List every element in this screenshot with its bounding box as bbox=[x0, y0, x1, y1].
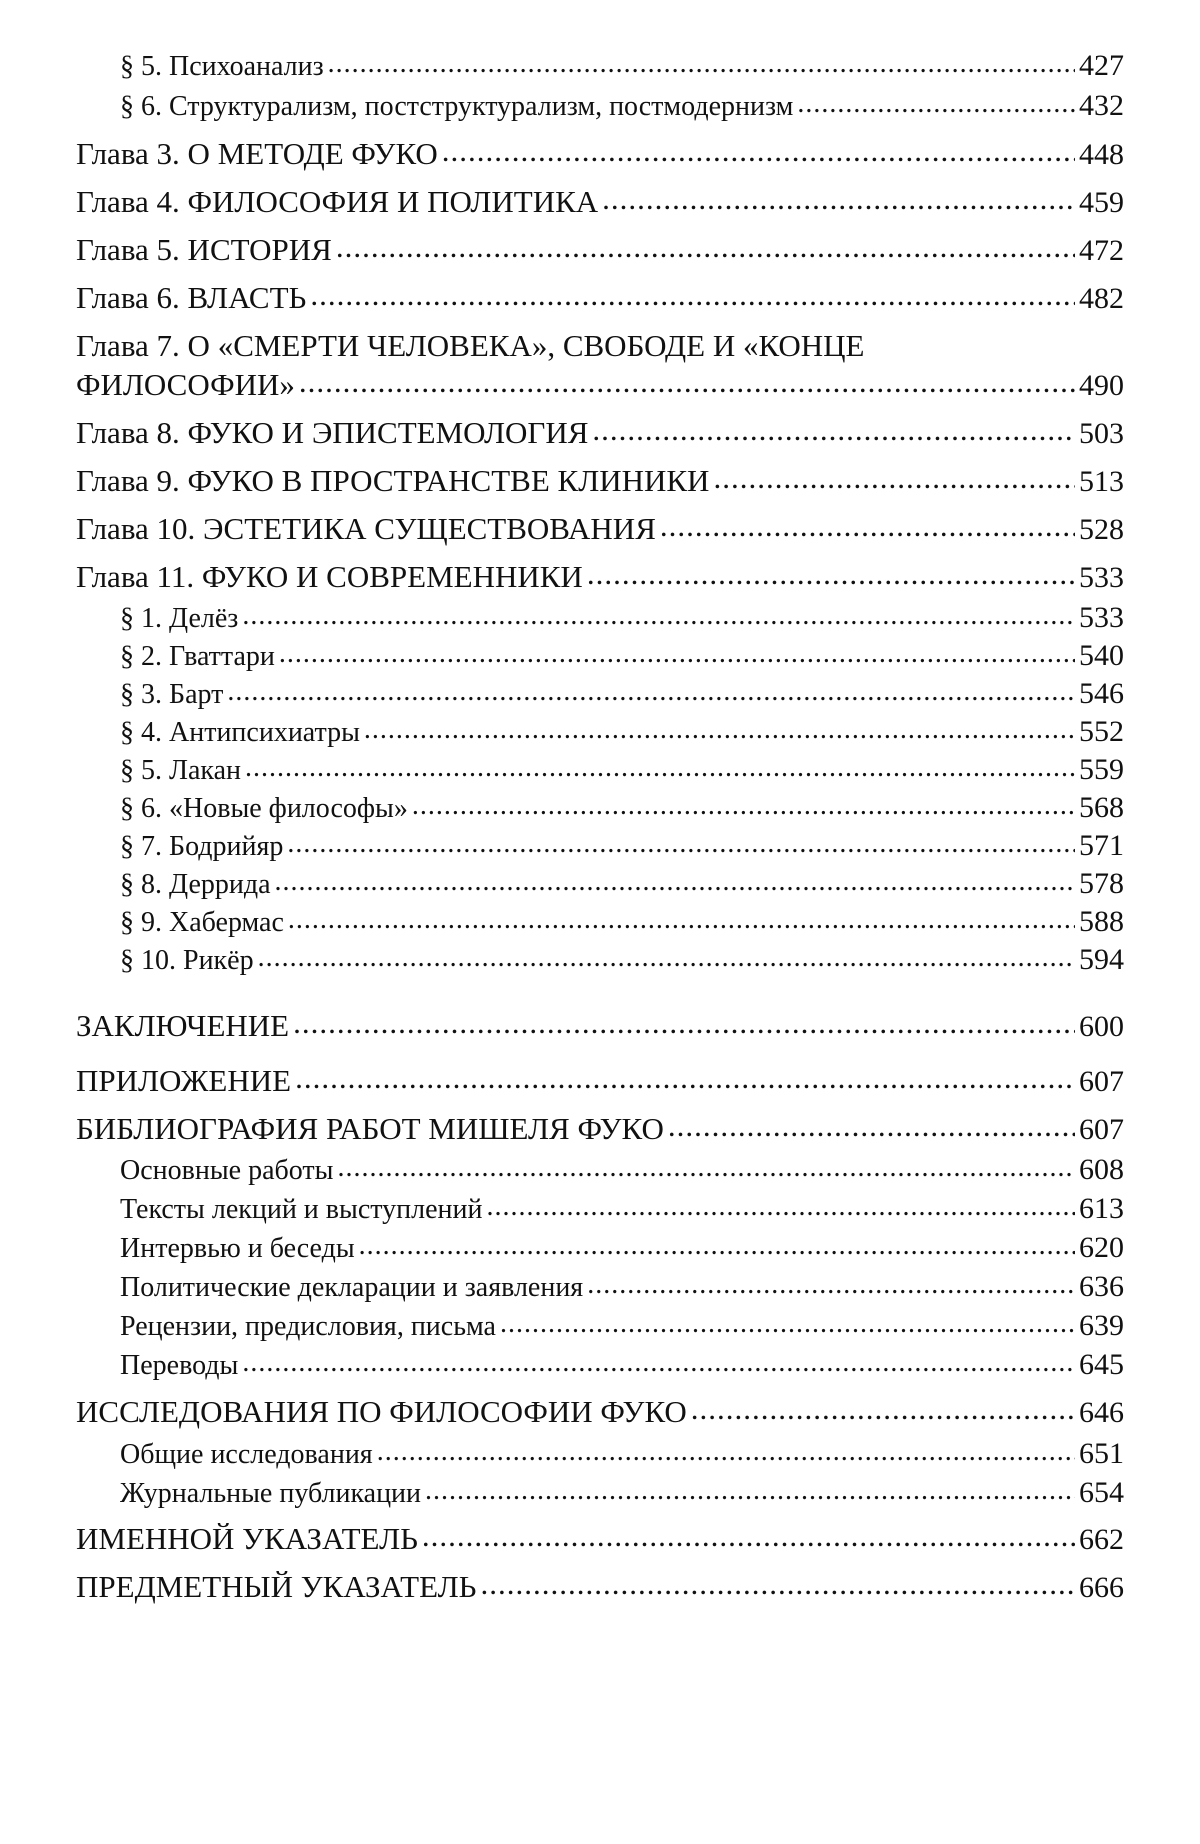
toc-entry-title: § 2. Гваттари bbox=[120, 641, 275, 672]
toc-entry-page: 662 bbox=[1079, 1523, 1124, 1556]
dot-leader bbox=[425, 1473, 1075, 1509]
toc-entry bbox=[120, 1152, 1124, 1189]
dot-leader bbox=[295, 1060, 1075, 1096]
toc-entry-page: 533 bbox=[1079, 561, 1124, 594]
dot-leader bbox=[336, 229, 1075, 265]
toc-entry-page: 490 bbox=[1079, 369, 1124, 402]
dot-leader bbox=[602, 181, 1075, 217]
toc-entry-page: 607 bbox=[1079, 1113, 1124, 1146]
toc-entry bbox=[76, 136, 1124, 173]
toc-entry-title: Глава 10. ЭСТЕТИКА СУЩЕСТВОВАНИЯ bbox=[76, 511, 656, 546]
toc-entry-title: Интервью и беседы bbox=[120, 1233, 355, 1264]
toc-entry-title: § 3. Барт bbox=[120, 679, 224, 710]
toc-entry bbox=[120, 1475, 1124, 1512]
dot-leader bbox=[310, 277, 1075, 313]
toc-entry bbox=[76, 1063, 1124, 1100]
toc-entry-page: 613 bbox=[1079, 1192, 1124, 1225]
toc-entry-page: 594 bbox=[1079, 943, 1124, 976]
toc-entry-page: 503 bbox=[1079, 417, 1124, 450]
toc-entry-page: 559 bbox=[1079, 753, 1124, 786]
toc-entry-title: Глава 5. ИСТОРИЯ bbox=[76, 232, 332, 267]
toc-entry-title: ЗАКЛЮЧЕНИЕ bbox=[76, 1008, 290, 1043]
toc-entry-title: § 6. Структурализм, постструктурализм, постмодернизм bbox=[120, 91, 794, 122]
toc-entry-page: 552 bbox=[1079, 715, 1124, 748]
toc-entry-title: Общие исследования bbox=[120, 1439, 373, 1470]
toc-entry-title: Глава 6. ВЛАСТЬ bbox=[76, 280, 307, 315]
toc-entry-page: 571 bbox=[1079, 829, 1124, 862]
toc-entry-title: Глава 11. ФУКО И СОВРЕМЕННИКИ bbox=[76, 559, 583, 594]
toc-entry-page: 607 bbox=[1079, 1065, 1124, 1098]
toc-entry bbox=[120, 676, 1124, 713]
toc-entry-page: 600 bbox=[1079, 1010, 1124, 1043]
dot-leader bbox=[275, 864, 1075, 900]
toc-entry bbox=[76, 463, 1124, 500]
toc-entry-page: 513 bbox=[1079, 465, 1124, 498]
toc-entry bbox=[120, 1308, 1124, 1345]
dot-leader bbox=[288, 902, 1075, 938]
toc-entry bbox=[120, 88, 1124, 125]
toc-entry bbox=[76, 184, 1124, 221]
dot-leader bbox=[227, 674, 1075, 710]
toc-entry-page: 540 bbox=[1079, 639, 1124, 672]
dot-leader bbox=[412, 788, 1075, 824]
toc-entry-page: 654 bbox=[1079, 1476, 1124, 1509]
dot-leader bbox=[359, 1228, 1075, 1264]
dot-leader bbox=[258, 940, 1075, 976]
toc-entry-page: 528 bbox=[1079, 513, 1124, 546]
dot-leader bbox=[337, 1150, 1075, 1186]
toc-entry-page: 578 bbox=[1079, 867, 1124, 900]
dot-leader bbox=[242, 1345, 1075, 1381]
toc-entry-title: Основные работы bbox=[120, 1155, 334, 1186]
toc-entry-page: 639 bbox=[1079, 1309, 1124, 1342]
dot-leader bbox=[587, 1267, 1075, 1303]
toc-entry bbox=[120, 1191, 1124, 1228]
toc-entry-title: § 8. Деррида bbox=[120, 869, 271, 900]
toc-entry-page: 636 bbox=[1079, 1270, 1124, 1303]
toc-entry-page: 588 bbox=[1079, 905, 1124, 938]
toc-entry bbox=[120, 714, 1124, 751]
dot-leader bbox=[287, 826, 1075, 862]
toc-entry bbox=[120, 866, 1124, 903]
toc-entry-title: БИБЛИОГРАФИЯ РАБОТ МИШЕЛЯ ФУКО bbox=[76, 1111, 664, 1146]
toc-entry bbox=[76, 232, 1124, 269]
toc-entry-title: ИССЛЕДОВАНИЯ ПО ФИЛОСОФИИ ФУКО bbox=[76, 1394, 687, 1429]
toc-entry-title: Глава 9. ФУКО В ПРОСТРАНСТВЕ КЛИНИКИ bbox=[76, 463, 710, 498]
dot-leader bbox=[442, 133, 1075, 169]
toc-entry-page: 620 bbox=[1079, 1231, 1124, 1264]
toc-entry bbox=[120, 942, 1124, 979]
toc-entry-page: 448 bbox=[1079, 138, 1124, 171]
dot-leader bbox=[713, 460, 1075, 496]
toc-entry bbox=[120, 1436, 1124, 1473]
toc-entry-page: 427 bbox=[1079, 49, 1124, 82]
toc-entry-title: § 1. Делёз bbox=[120, 603, 239, 634]
toc-entry-title-continued: ФИЛОСОФИИ» bbox=[76, 367, 295, 402]
dot-leader bbox=[691, 1391, 1075, 1427]
dot-leader bbox=[293, 1005, 1075, 1041]
toc-entry bbox=[120, 1230, 1124, 1267]
toc-entry-title: § 5. Лакан bbox=[120, 755, 242, 786]
toc-entry bbox=[76, 1569, 1124, 1606]
toc-entry bbox=[76, 1521, 1124, 1558]
dot-leader bbox=[242, 598, 1075, 634]
toc-entry-page: 432 bbox=[1079, 89, 1124, 122]
toc-entry-title: Тексты лекций и выступлений bbox=[120, 1194, 483, 1225]
toc-entry-title: § 4. Антипсихиатры bbox=[120, 717, 360, 748]
dot-leader bbox=[668, 1108, 1075, 1144]
toc-entry-title: Глава 8. ФУКО И ЭПИСТЕМОЛОГИЯ bbox=[76, 415, 589, 450]
toc-entry bbox=[120, 752, 1124, 789]
toc-entry-title: § 6. «Новые философы» bbox=[120, 793, 408, 824]
toc-entry bbox=[76, 415, 1124, 452]
dot-leader bbox=[500, 1306, 1075, 1342]
toc-entry bbox=[76, 559, 1124, 596]
toc-entry-title: Журнальные публикации bbox=[120, 1478, 422, 1509]
toc-entry bbox=[76, 1394, 1124, 1431]
toc-entry bbox=[120, 904, 1124, 941]
toc-entry bbox=[76, 1111, 1124, 1148]
dot-leader bbox=[245, 750, 1075, 786]
toc-entry-title: § 5. Психоанализ bbox=[120, 51, 324, 82]
dot-leader bbox=[660, 508, 1075, 544]
toc-entry-page: 546 bbox=[1079, 677, 1124, 710]
dot-leader bbox=[299, 362, 1075, 401]
toc-entry-title: Переводы bbox=[120, 1350, 239, 1381]
toc-entry-title: ПРЕДМЕТНЫЙ УКАЗАТЕЛЬ bbox=[76, 1569, 477, 1604]
toc-entry-title: ИМЕННОЙ УКАЗАТЕЛЬ bbox=[76, 1521, 418, 1556]
toc-entry bbox=[76, 280, 1124, 317]
toc-entry-title: Рецензии, предисловия, письма bbox=[120, 1311, 496, 1342]
dot-leader bbox=[592, 412, 1075, 448]
toc-entry-title: Политические декларации и заявления bbox=[120, 1272, 584, 1303]
toc-entry-wrapped bbox=[76, 326, 1124, 405]
toc-entry-title: § 9. Хабермас bbox=[120, 907, 284, 938]
toc-entry bbox=[120, 48, 1124, 85]
toc-entry-title: § 7. Бодрийяр bbox=[120, 831, 284, 862]
dot-leader bbox=[328, 46, 1075, 82]
toc-entry bbox=[120, 790, 1124, 827]
toc-entry-title: § 10. Рикёр bbox=[120, 945, 254, 976]
toc-entry-title: Глава 4. ФИЛОСОФИЯ И ПОЛИТИКА bbox=[76, 184, 599, 219]
dot-leader bbox=[587, 556, 1075, 592]
toc-entry-page: 568 bbox=[1079, 791, 1124, 824]
toc-entry-page: 666 bbox=[1079, 1571, 1124, 1604]
dot-leader bbox=[279, 636, 1075, 672]
toc-entry bbox=[120, 600, 1124, 637]
dot-leader bbox=[480, 1566, 1075, 1602]
toc-entry bbox=[76, 511, 1124, 548]
dot-leader bbox=[422, 1518, 1075, 1554]
dot-leader bbox=[797, 86, 1075, 122]
toc-entry-title: Глава 3. О МЕТОДЕ ФУКО bbox=[76, 136, 438, 171]
toc-entry-page: 651 bbox=[1079, 1437, 1124, 1470]
toc-entry-page: 482 bbox=[1079, 282, 1124, 315]
toc-entry bbox=[76, 1008, 1124, 1045]
toc-entry-page: 646 bbox=[1079, 1396, 1124, 1429]
dot-leader bbox=[486, 1189, 1075, 1225]
toc-entry-page: 533 bbox=[1079, 601, 1124, 634]
dot-leader bbox=[377, 1434, 1075, 1470]
toc-entry bbox=[120, 1269, 1124, 1306]
toc-entry bbox=[120, 638, 1124, 675]
toc-entry-page: 608 bbox=[1079, 1153, 1124, 1186]
toc-entry bbox=[120, 828, 1124, 865]
toc-entry-page: 459 bbox=[1079, 186, 1124, 219]
dot-leader bbox=[364, 712, 1075, 748]
toc-entry-title: Глава 7. О «СМЕРТИ ЧЕЛОВЕКА», СВОБОДЕ И «КОНЦЕ bbox=[76, 328, 865, 363]
toc-entry-title: ПРИЛОЖЕНИЕ bbox=[76, 1063, 292, 1098]
toc-entry-page: 645 bbox=[1079, 1348, 1124, 1381]
toc-entry bbox=[120, 1347, 1124, 1384]
toc-entry-page: 472 bbox=[1079, 234, 1124, 267]
